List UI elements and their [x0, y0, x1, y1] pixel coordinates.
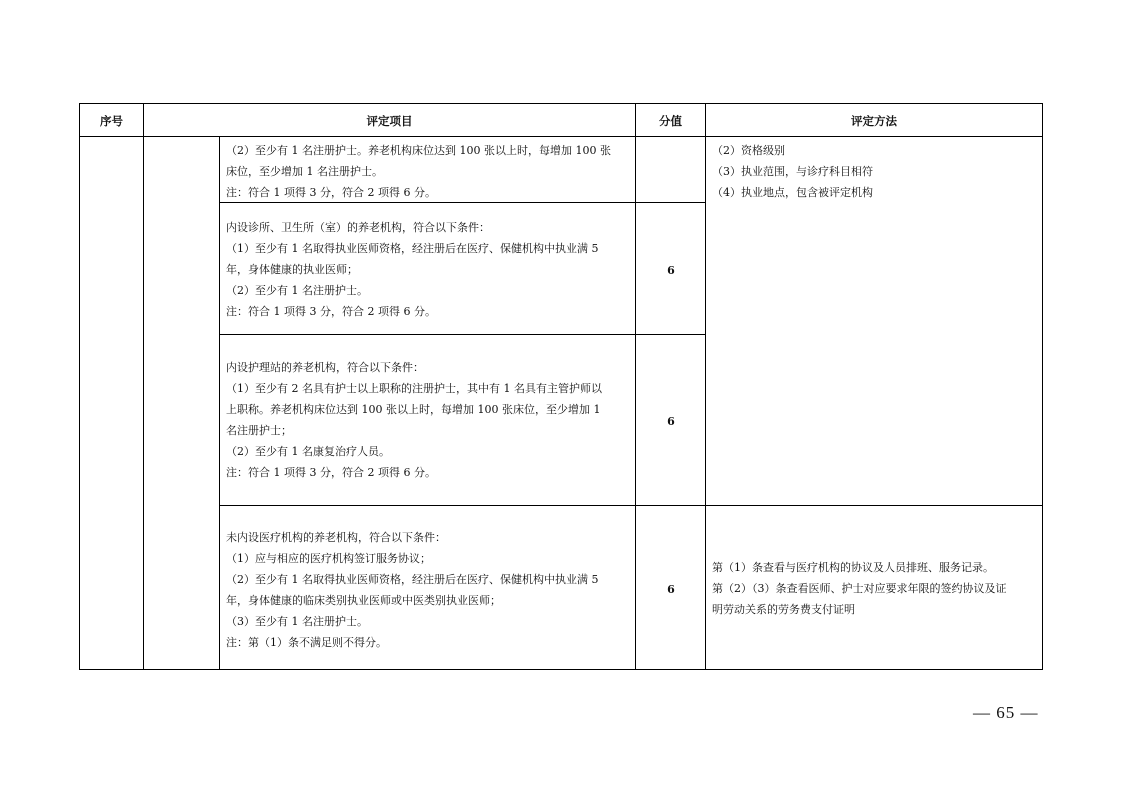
table-border-bottom	[79, 669, 1043, 670]
score-cell-4: 6	[667, 583, 675, 596]
table-border-left	[79, 103, 80, 670]
score-cell-2: 6	[667, 264, 675, 277]
method-cell-lower: 第（1）条查看与医疗机构的协议及人员排班、服务记录。 第（2）（3）条查看医师、护士对应要求年限的签约协议及证 明劳动关系的劳务费支付证明	[712, 561, 1007, 616]
item-cell-3: 内设护理站的养老机构，符合以下条件： （1）至少有 2 名具有护士以上职称的注册护士，其中有 1 名具有主管护师以 上职称。养老机构床位达到 100 张以上时，每增加 100 张床位，至少增加 1 名注册护士； （2）至少有 1 名康复治疗人员。 注：符合 1 项得 3 分，符合 2 项得 6 分。	[226, 361, 602, 479]
item-cell-4: 未内设医疗机构的养老机构，符合以下条件： （1）应与相应的医疗机构签订服务协议； （2）至少有 1 名取得执业医师资格，经注册后在医疗、保健机构中执业满 5 年，身体健康的临床类别执业医师或中医类别执业医师； （3）至少有 1 名注册护士。 注：第（1）条不满足则不得分。	[226, 531, 599, 649]
row-line-2	[219, 334, 706, 335]
page-number: — 65 —	[973, 703, 1039, 722]
header-score: 分值	[659, 114, 682, 128]
method-cell-upper: （2）资格级别 （3）执业范围，与诊疗科目相符 （4）执业地点，包含被评定机构	[712, 144, 873, 199]
header-item: 评定项目	[366, 114, 413, 128]
header-method: 评定方法	[851, 114, 897, 128]
header-bottom-line	[79, 136, 1043, 137]
column-line-subitem	[219, 137, 220, 670]
table-border-right	[1042, 103, 1043, 670]
item-cell-2: 内设诊所、卫生所（室）的养老机构，符合以下条件： （1）至少有 1 名取得执业医师资格，经注册后在医疗、保健机构中执业满 5 年，身体健康的执业医师； （2）至少有 1 名注册护士。 注：符合 1 项得 3 分，符合 2 项得 6 分。	[226, 221, 599, 318]
row-line-3	[219, 505, 1043, 506]
header-index: 序号	[100, 114, 123, 128]
column-line-index	[143, 103, 144, 670]
score-cell-3: 6	[667, 415, 675, 428]
item-cell-1: （2）至少有 1 名注册护士。养老机构床位达到 100 张以上时，每增加 100 张 床位，至少增加 1 名注册护士。 注：符合 1 项得 3 分，符合 2 项得 6 分。	[226, 144, 611, 199]
table-border-top	[79, 103, 1043, 104]
